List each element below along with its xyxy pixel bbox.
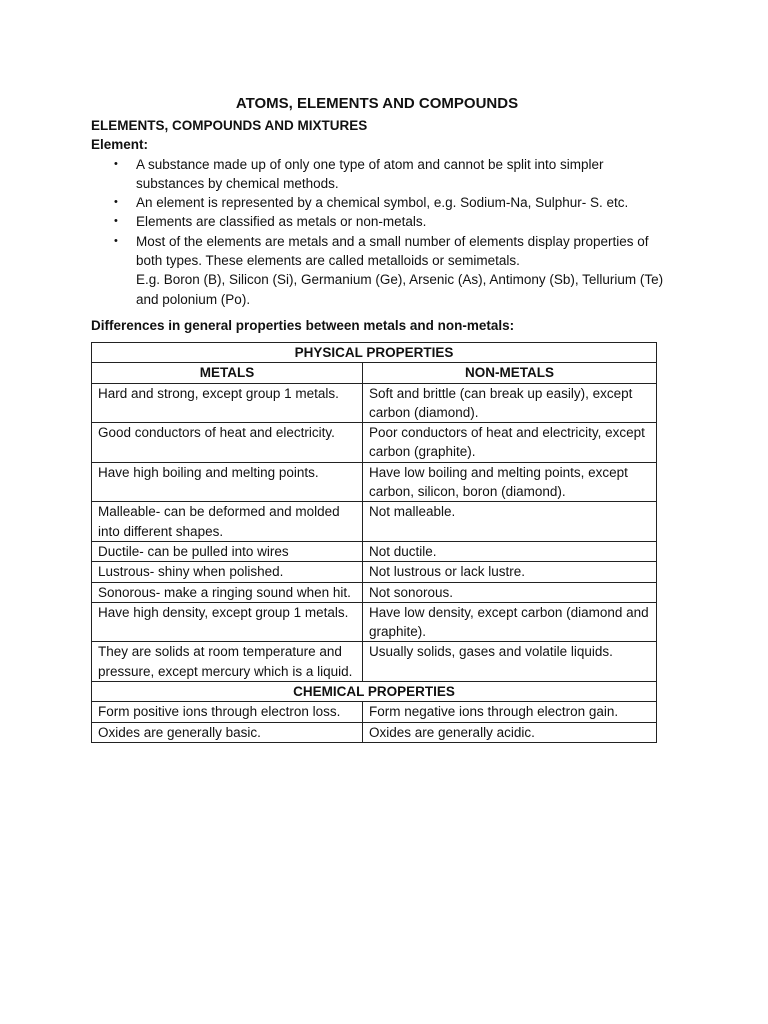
list-item-text: Most of the elements are metals and a small number of elements display properties of both types. These elements are called metalloids or semimetals. <box>136 233 649 269</box>
table-row <box>92 502 657 542</box>
element-bullet-list <box>91 155 671 309</box>
table-row <box>92 722 657 742</box>
document-page <box>91 94 671 740</box>
metal-property-cell: Good conductors of heat and electricity. <box>92 423 363 463</box>
nonmetal-property-cell: Have low density, except carbon (diamond and graphite). <box>363 602 657 642</box>
table-row <box>92 462 657 502</box>
table-row <box>92 602 657 642</box>
nonmetal-property-cell: Soft and brittle (can break up easily), except carbon (diamond). <box>363 383 657 423</box>
nonmetal-property-cell: Poor conductors of heat and electricity, except carbon (graphite). <box>363 423 657 463</box>
table-row <box>92 423 657 463</box>
document-title: ATOMS, ELEMENTS AND COMPOUNDS <box>235 95 519 112</box>
metal-property-cell: Oxides are generally basic. <box>92 722 363 742</box>
nonmetal-property-cell: Not lustrous or lack lustre. <box>363 562 657 582</box>
list-item-text: Elements are classified as metals or non-metals. <box>136 214 427 230</box>
metal-property-cell: Have high density, except group 1 metals. <box>92 602 363 642</box>
list-item-text: A substance made up of only one type of atom and cannot be split into simpler substances by chemical methods. <box>136 156 604 191</box>
nonmetal-property-cell: Not malleable. <box>363 502 657 542</box>
section-heading: ELEMENTS, COMPOUNDS AND MIXTURES <box>91 118 368 133</box>
metal-property-cell: Sonorous- make a ringing sound when hit. <box>92 582 363 602</box>
table-row <box>92 702 657 722</box>
list-item <box>91 212 671 231</box>
list-item <box>91 193 671 212</box>
nonmetals-column-header: NON-METALS <box>363 363 657 383</box>
bullet-icon: • <box>114 157 118 170</box>
metal-property-cell: Ductile- can be pulled into wires <box>92 541 363 561</box>
properties-table <box>91 342 657 743</box>
nonmetal-property-cell: Not ductile. <box>363 541 657 561</box>
bullet-icon: • <box>114 215 118 228</box>
chemical-properties-row <box>92 682 657 702</box>
table-row <box>92 541 657 561</box>
column-header-row <box>92 363 657 383</box>
metal-property-cell: Form positive ions through electron loss. <box>92 702 363 722</box>
metal-property-cell: Malleable- can be deformed and molded into different shapes. <box>92 502 363 542</box>
nonmetal-property-cell: Oxides are generally acidic. <box>363 722 657 742</box>
metal-property-cell: Hard and strong, except group 1 metals. <box>92 383 363 423</box>
element-heading: Element: <box>91 137 149 153</box>
list-item <box>91 232 671 309</box>
list-item-text: An element is represented by a chemical symbol, e.g. Sodium-Na, Sulphur- S. etc. <box>136 195 629 211</box>
table-row <box>92 642 657 682</box>
metal-property-cell: They are solids at room temperature and pressure, except mercury which is a liquid. <box>92 642 363 682</box>
differences-heading: Differences in general properties between metals and non-metals: <box>91 317 515 333</box>
physical-properties-heading: PHYSICAL PROPERTIES <box>92 343 657 363</box>
table-row <box>92 383 657 423</box>
nonmetal-property-cell: Have low boiling and melting points, except carbon, silicon, boron (diamond). <box>363 462 657 502</box>
table-row <box>92 562 657 582</box>
metalloid-examples: E.g. Boron (B), Silicon (Si), Germanium (Ge), Arsenic (As), Antimony (Sb), Tellurium (Te) and polonium (Po). <box>136 272 664 307</box>
nonmetal-property-cell: Form negative ions through electron gain. <box>363 702 657 722</box>
nonmetal-property-cell: Usually solids, gases and volatile liquids. <box>363 642 657 682</box>
table-row <box>92 582 657 602</box>
metal-property-cell: Have high boiling and melting points. <box>92 462 363 502</box>
physical-properties-row <box>92 343 657 363</box>
nonmetal-property-cell: Not sonorous. <box>363 582 657 602</box>
bullet-icon: • <box>114 234 118 247</box>
list-item <box>91 155 671 194</box>
metal-property-cell: Lustrous- shiny when polished. <box>92 562 363 582</box>
metals-column-header: METALS <box>92 363 363 383</box>
bullet-icon: • <box>114 196 118 209</box>
chemical-properties-heading: CHEMICAL PROPERTIES <box>92 682 657 702</box>
